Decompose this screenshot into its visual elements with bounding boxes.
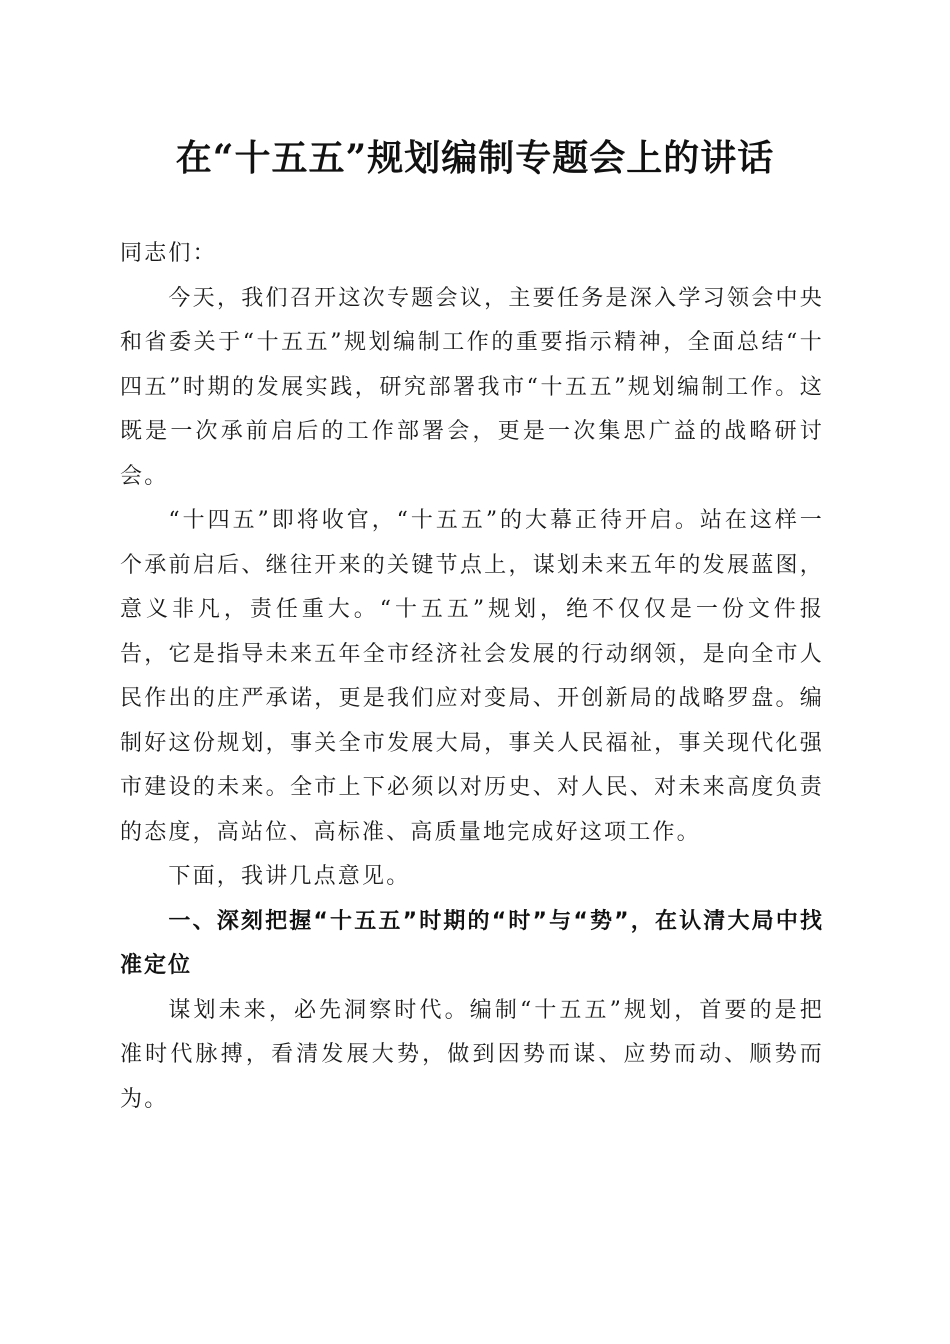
section-heading: 一、深刻把握“十五五”时期的“时”与“势”，在认清大局中找准定位 [120,908,824,978]
greeting: 同志们： [120,241,217,266]
paragraph-transition: 下面，我讲几点意见。 [168,864,411,889]
document-body [120,232,824,1122]
paragraph-opening: 今天，我们召开这次专题会议，主要任务是深入学习领会中央和省委关于“十五五”规划编制工作的重要指示精神，全面总结“十四五”时期的发展实践，研究部署我市“十五五”规划编制工作。这既是一次承前启后的工作部署会，更是一次集思广益的战略研讨会。 [120,285,824,489]
paragraph-significance: “十四五”即将收官，“十五五”的大幕正待开启。站在这样一个承前启后、继往开来的关键节点上，谋划未来五年的发展蓝图，意义非凡，责任重大。“十五五”规划，绝不仅仅是一份文件报告，它是指导未来五年全市经济社会发展的行动纲领，是向全市人民作出的庄严承诺，更是我们应对变局、开创新局的战略罗盘。编制好这份规划，事关全市发展大局，事关人民福祉，事关现代化强市建设的未来。全市上下必须以对历史、对人民、对未来高度负责的态度，高站位、高标准、高质量地完成好这项工作。 [120,508,824,845]
paragraph-section-intro: 谋划未来，必先洞察时代。编制“十五五”规划，首要的是把准时代脉搏，看清发展大势，做到因势而谋、应势而动、顺势而为。 [120,997,824,1112]
document-title: 在“十五五”规划编制专题会上的讲话 [175,137,775,179]
